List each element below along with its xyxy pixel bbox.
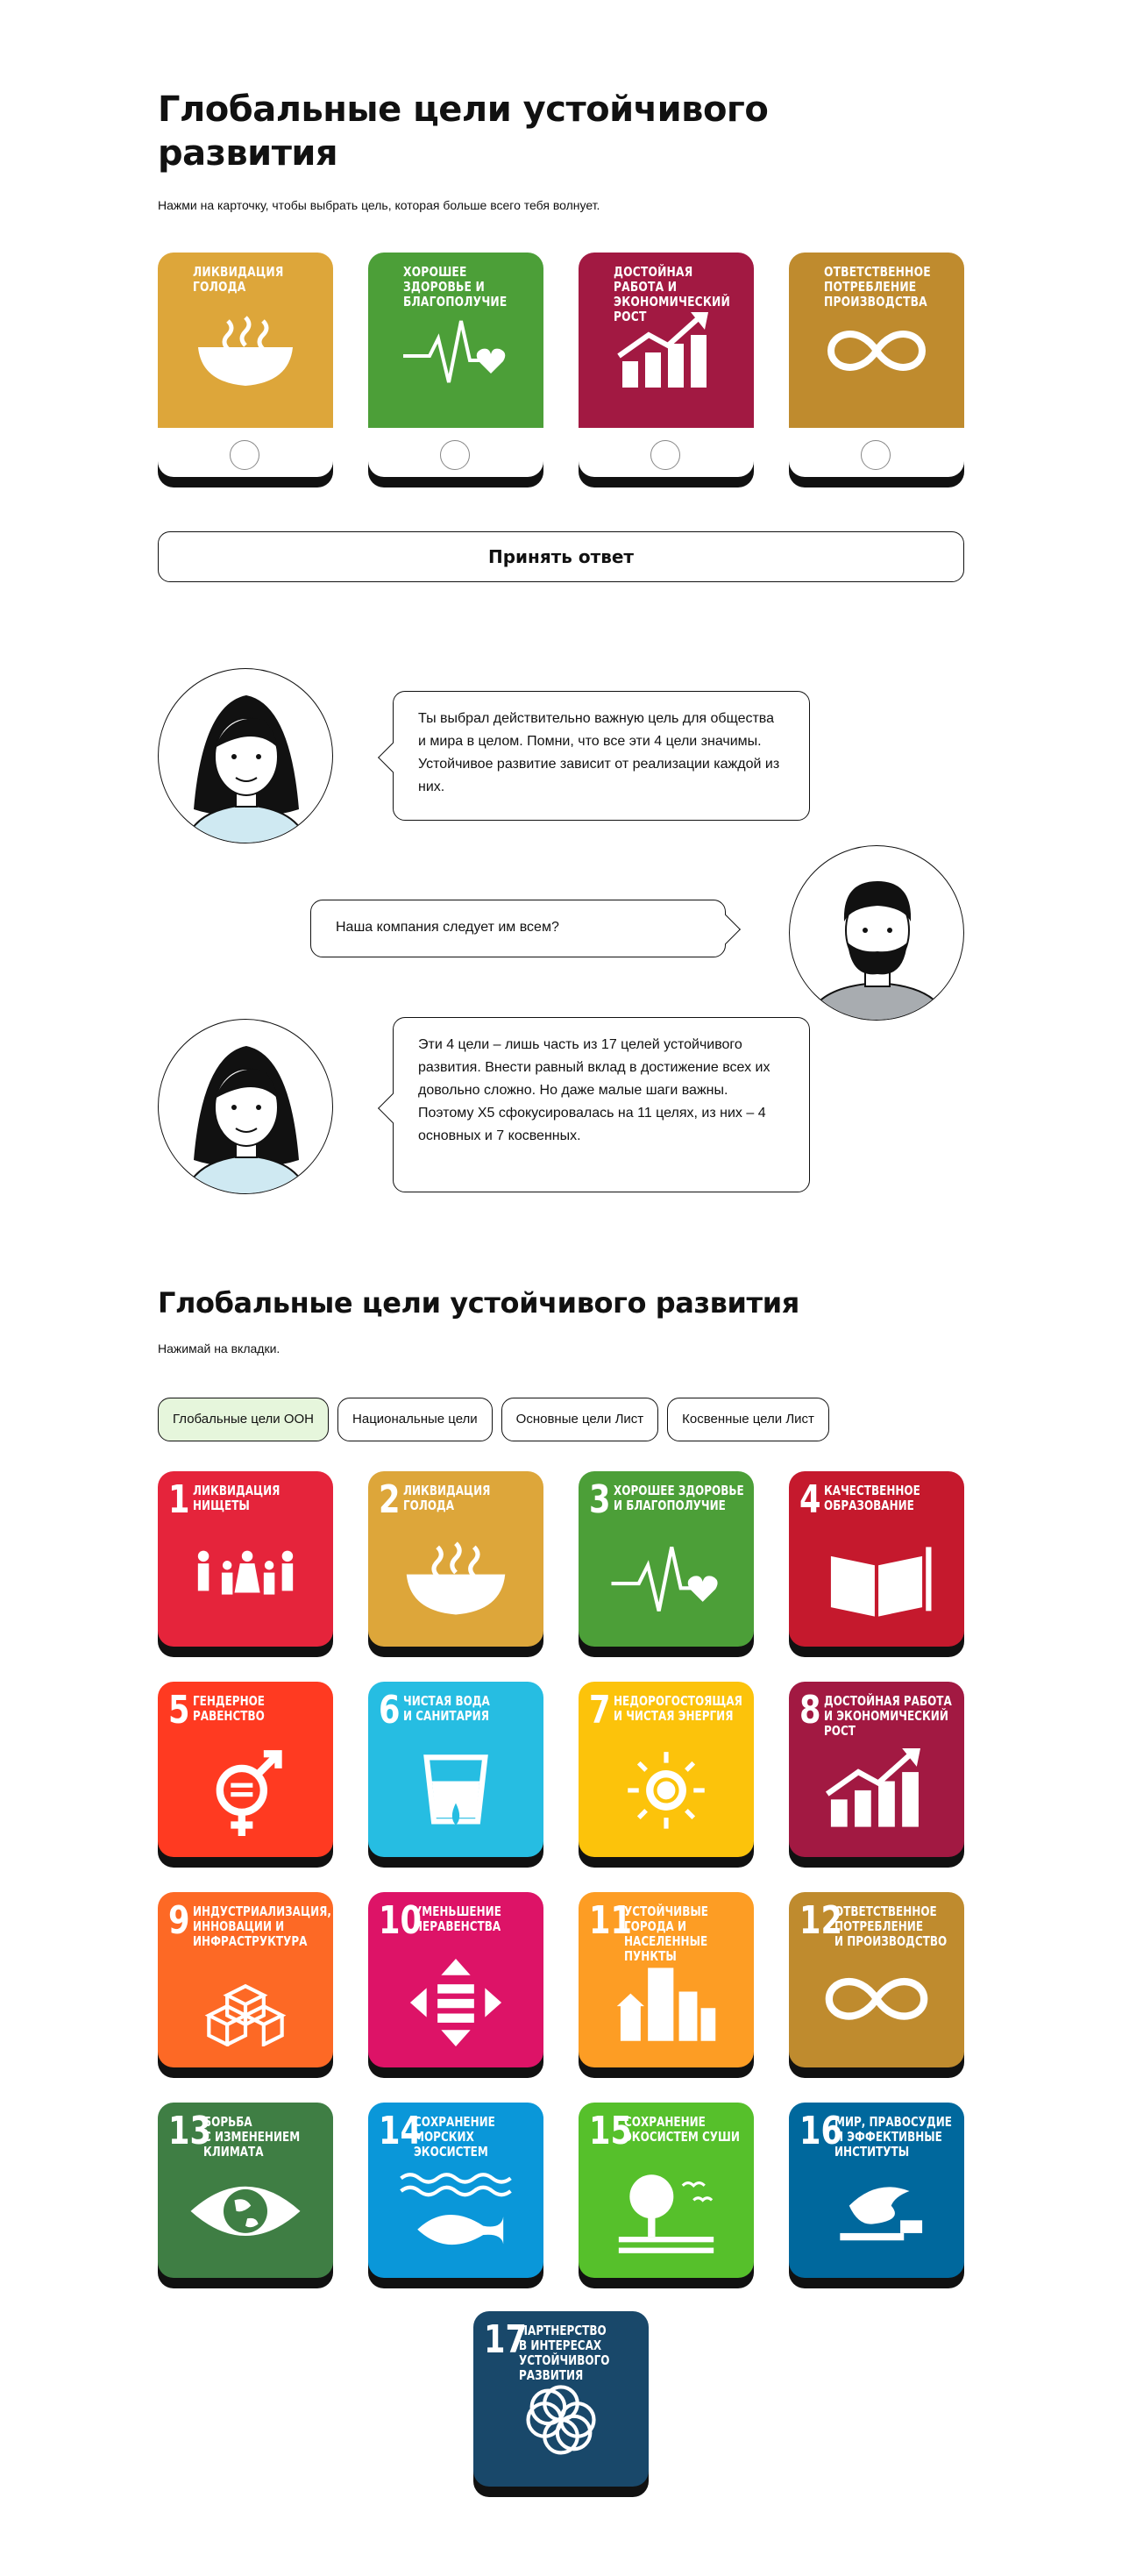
tile-face: [579, 1682, 754, 1857]
goal-label: ЧИСТАЯ ВОДА И САНИТАРИЯ: [403, 1693, 490, 1724]
tile-face: [789, 2103, 964, 2278]
goal-number: 4: [799, 1477, 821, 1522]
tile-face: [368, 1682, 543, 1857]
sdg-goal-tile[interactable]: [158, 1682, 333, 1868]
goal-number: 5: [168, 1688, 190, 1733]
tile-face: [579, 1892, 754, 2067]
section-title: Глобальные цели устойчивого развития: [158, 1286, 799, 1320]
tree-icon: [605, 2169, 728, 2257]
goal-number: 8: [799, 1688, 821, 1733]
sdg-goal-tile[interactable]: [579, 2103, 754, 2288]
sdg-goal-tile[interactable]: [789, 1682, 964, 1868]
goal-label: УМЕНЬШЕНИЕ НЕРАВЕНСТВА: [414, 1904, 501, 1934]
growth-chart-icon: [815, 1748, 938, 1836]
sdg-goal-tile[interactable]: [579, 1471, 754, 1657]
goal-number: 13: [168, 2109, 211, 2153]
heartbeat-icon: [605, 1538, 728, 1626]
tile-face: [579, 2103, 754, 2278]
sdg-goal-tile[interactable]: [789, 1471, 964, 1657]
card-image: [368, 253, 543, 428]
goal-number: 9: [168, 1898, 190, 1943]
sdg-goal-tile[interactable]: [579, 1682, 754, 1868]
goal-card[interactable]: [579, 253, 754, 487]
bowl-icon: [193, 312, 298, 396]
card-body: [789, 253, 964, 477]
family-icon: [184, 1538, 307, 1626]
sdg-goal-tile[interactable]: [368, 1471, 543, 1657]
sdg-goal-tile[interactable]: [789, 1892, 964, 2078]
card-image: [579, 253, 754, 428]
tile-face: [158, 1892, 333, 2067]
water-icon: [394, 1748, 517, 1836]
partnership-icon: [500, 2378, 622, 2466]
gender-icon: [184, 1748, 307, 1836]
tile-face: [368, 2103, 543, 2278]
goal-number: 12: [799, 1898, 842, 1943]
page-title: Глобальные цели устойчивого развития: [158, 89, 769, 174]
book-icon: [815, 1538, 938, 1626]
goal-card[interactable]: [789, 253, 964, 487]
goal-number: 10: [379, 1898, 422, 1943]
card-body: [579, 253, 754, 477]
card-radio[interactable]: [650, 440, 680, 470]
goal-label: ПАРТНЕРСТВО В ИНТЕРЕСАХ УСТОЙЧИВОГО РАЗВИТИЯ: [519, 2323, 610, 2383]
tile-face: [789, 1471, 964, 1647]
goal-number: 15: [589, 2109, 632, 2153]
card-label: ХОРОШЕЕ ЗДОРОВЬЕ И БЛАГОПОЛУЧИЕ: [403, 264, 508, 310]
tile-face: [158, 1682, 333, 1857]
tile-face: [473, 2311, 649, 2487]
woman-avatar: [158, 668, 333, 843]
card-radio[interactable]: [230, 440, 259, 470]
tile-face: [579, 1471, 754, 1647]
card-label: ЛИКВИДАЦИЯ ГОЛОДА: [193, 264, 284, 295]
goal-label: ЛИКВИДАЦИЯ ГОЛОДА: [403, 1483, 491, 1513]
card-radio[interactable]: [440, 440, 470, 470]
sdg-goal-tile[interactable]: [368, 2103, 543, 2288]
section-subtitle: Нажимай на вкладки.: [158, 1341, 280, 1356]
card-radio[interactable]: [861, 440, 891, 470]
goal-number: 11: [589, 1898, 632, 1943]
goal-number: 1: [168, 1477, 190, 1522]
goal-label: ДОСТОЙНАЯ РАБОТА И ЭКОНОМИЧЕСКИЙ РОСТ: [824, 1693, 952, 1739]
tab-global-goals-un[interactable]: Глобальные цели ООН: [158, 1398, 329, 1441]
goal-number: 14: [379, 2109, 422, 2153]
sdg-goal-tile[interactable]: [158, 1471, 333, 1657]
city-icon: [605, 1959, 728, 2046]
man-avatar: [789, 845, 964, 1021]
equality-icon: [394, 1959, 517, 2046]
tile-face: [158, 1471, 333, 1647]
message-bubble-1: Ты выбрал действительно важную цель для общества и мира в целом. Помни, что все эти 4 цели значимы. Устойчивое развитие зависит от реализации каждой из них.: [393, 691, 810, 821]
goal-label: КАЧЕСТВЕННОЕ ОБРАЗОВАНИЕ: [824, 1483, 920, 1513]
goal-label: УСТОЙЧИВЫЕ ГОРОДА И НАСЕЛЕННЫЕ ПУНКТЫ: [624, 1904, 709, 1964]
eye-globe-icon: [184, 2169, 307, 2257]
accept-answer-button[interactable]: Принять ответ: [158, 531, 964, 582]
goal-number: 2: [379, 1477, 401, 1522]
sdg-goal-tile[interactable]: [579, 1892, 754, 2078]
goal-number: 3: [589, 1477, 611, 1522]
card-image: [789, 253, 964, 428]
goal-label: ИНДУСТРИАЛИЗАЦИЯ, ИННОВАЦИИ И ИНФРАСТРУКТУРА: [193, 1904, 331, 1949]
sun-power-icon: [605, 1748, 728, 1836]
infinity-icon: [815, 1959, 938, 2046]
sdg-goal-tile[interactable]: [789, 2103, 964, 2288]
goal-card[interactable]: [158, 253, 333, 487]
fish-icon: [394, 2169, 517, 2257]
message-bubble-2: Наша компания следует им всем?: [310, 900, 726, 957]
card-image: [158, 253, 333, 428]
goal-label: БОРЬБА С ИЗМЕНЕНИЕМ КЛИМАТА: [203, 2114, 301, 2160]
tile-face: [789, 1892, 964, 2067]
tab-main-goals[interactable]: Основные цели Лист: [501, 1398, 659, 1441]
card-label: ОТВЕТСТВЕННОЕ ПОТРЕБЛЕНИЕ ПРОИЗВОДСТВА: [824, 264, 931, 310]
tab-indirect-goals[interactable]: Косвенные цели Лист: [667, 1398, 829, 1441]
goal-number: 7: [589, 1688, 611, 1733]
message-bubble-3: Эти 4 цели – лишь часть из 17 целей устойчивого развития. Внести равный вклад в достижение всех их довольно сложно. Но даже малые шаги важны. Поэтому Х5 сфокусировалась на 11 целях, из них – 4 основных и 7 косвенных.: [393, 1017, 810, 1192]
cubes-icon: [184, 1959, 307, 2046]
tile-face: [789, 1682, 964, 1857]
dove-icon: [815, 2169, 938, 2257]
sdg-goal-tile[interactable]: [473, 2311, 649, 2497]
goal-label: ГЕНДЕРНОЕ РАВЕНСТВО: [193, 1693, 266, 1724]
goal-label: ОТВЕТСТВЕННОЕ ПОТРЕБЛЕНИЕ И ПРОИЗВОДСТВО: [834, 1904, 948, 1949]
card-label: ДОСТОЙНАЯ РАБОТА И ЭКОНОМИЧЕСКИЙ РОСТ: [614, 264, 730, 324]
goal-number: 16: [799, 2109, 842, 2153]
goal-label: МИР, ПРАВОСУДИЕ И ЭФФЕКТИВНЫЕ ИНСТИТУТЫ: [834, 2114, 952, 2160]
infinity-icon: [824, 312, 929, 396]
sdg-goal-tile[interactable]: [368, 1892, 543, 2078]
sdg-goal-tile[interactable]: [158, 2103, 333, 2288]
sdg-goal-tile[interactable]: [158, 1892, 333, 2078]
growth-chart-icon: [614, 312, 719, 396]
goal-number: 17: [484, 2317, 527, 2362]
goal-label: НЕДОРОГОСТОЯЩАЯ И ЧИСТАЯ ЭНЕРГИЯ: [614, 1693, 742, 1724]
goal-label: ЛИКВИДАЦИЯ НИЩЕТЫ: [193, 1483, 280, 1513]
page-subtitle: Нажми на карточку, чтобы выбрать цель, которая больше всего тебя волнует.: [158, 198, 600, 212]
tile-face: [368, 1471, 543, 1647]
card-body: [368, 253, 543, 477]
tab-national-goals[interactable]: Национальные цели: [337, 1398, 493, 1441]
sdg-goal-tile[interactable]: [368, 1682, 543, 1868]
tab-bar: [158, 1398, 829, 1441]
goal-label: ХОРОШЕЕ ЗДОРОВЬЕ И БЛАГОПОЛУЧИЕ: [614, 1483, 744, 1513]
card-body: [158, 253, 333, 477]
goal-number: 6: [379, 1688, 401, 1733]
woman-avatar: [158, 1019, 333, 1194]
goal-label: СОХРАНЕНИЕ МОРСКИХ ЭКОСИСТЕМ: [414, 2114, 495, 2160]
heartbeat-icon: [403, 312, 508, 396]
goal-label: СОХРАНЕНИЕ ЭКОСИСТЕМ СУШИ: [624, 2114, 740, 2145]
tile-face: [368, 1892, 543, 2067]
goal-card[interactable]: [368, 253, 543, 487]
bowl-icon: [394, 1538, 517, 1626]
tile-face: [158, 2103, 333, 2278]
